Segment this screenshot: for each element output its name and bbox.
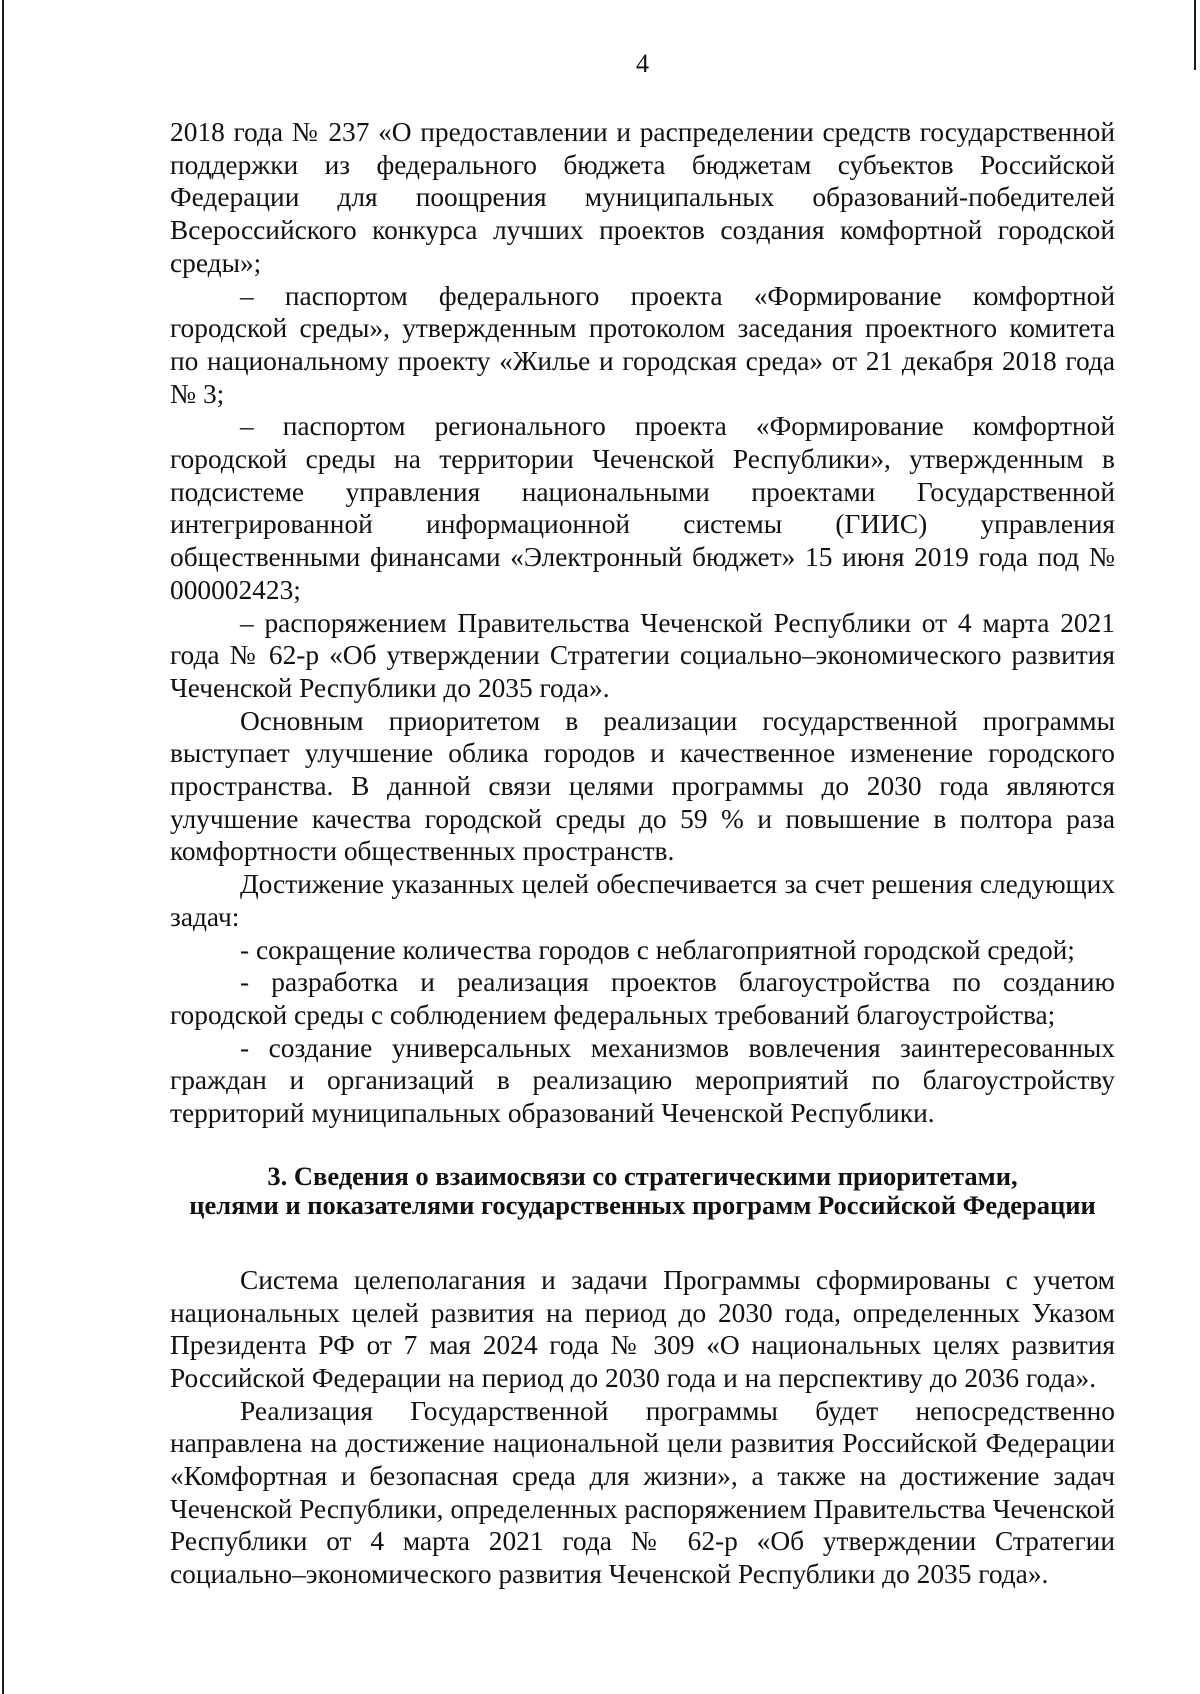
paragraph-goals-achievement: Достижение указанных целей обеспечивается за счет решения следующих задач: [170, 869, 1115, 932]
paragraph-goal-setting-system: Система целеполагания и задачи Программы сформированы с учетом национальных целей развития на период до 2030 года, определенных Указом Президента РФ от 7 мая 2024 года № 309 «О национальных целях развития Российской Федерации на период до 2030 года и на перспективу до 2036 года». [170, 1264, 1115, 1393]
list-item-task-1: - сокращение количества городов с неблагоприятной городской средой; [240, 934, 1075, 965]
page-number: 4 [636, 49, 649, 78]
body-text-part1 [170, 116, 1115, 1130]
list-item-task-2: - разработка и реализация проектов благоустройства по созданию городской среды с соблюдением федеральных требований благоустройства; [170, 967, 1115, 1030]
scan-edge-left [2, 0, 4, 1694]
list-item-federal-project-passport: – паспортом федерального проекта «Формирование комфортной городской среды», утвержденным протоколом заседания проектного комитета по национальному проекту «Жилье и городская среда» от 21 декабря 2018 года № 3; [170, 280, 1115, 409]
section-3-heading [170, 1162, 1115, 1220]
scan-edge-right [1194, 0, 1196, 70]
section-3-heading-line-1: 3. Сведения о взаимосвязи со стратегическими приоритетами, [267, 1160, 1018, 1191]
paragraph-program-implementation: Реализация Государственной программы будет непосредственно направлена на достижение национальной цели развития Российской Федерации «Комфортная и безопасная среда для жизни», а также на достижение задач Чеченской Республики, определенных распоряжением Правительства Чеченской Республики от 4 марта 2021 года № 62-р «Об утверждении Стратегии социально–экономического развития Чеченской Республики до 2035 года». [170, 1395, 1115, 1590]
list-item-task-3: - создание универсальных механизмов вовлечения заинтересованных граждан и организаций в реализацию мероприятий по благоустройству территорий муниципальных образований Чеченской Республики. [170, 1032, 1115, 1129]
list-item-regional-project-passport: – паспортом регионального проекта «Формирование комфортной городской среды на территории Чеченской Республики», утвержденным в подсистеме управления национальными проектами Государственной интегрированной информационной системы (ГИИС) управления общественными финансами «Электронный бюджет» 15 июня 2019 года под № 000002423; [170, 411, 1115, 605]
section-3-heading-line-2: целями и показателями государственных программ Российской Федерации [189, 1189, 1096, 1220]
list-item-government-order: – распоряжением Правительства Чеченской Республики от 4 марта 2021 года № 62-р «Об утверждении Стратегии социально–экономического развития Чеченской Республики до 2035 года». [170, 607, 1115, 703]
paragraph-decree-continuation: 2018 года № 237 «О предоставлении и распределении средств государственной поддержки из федерального бюджета бюджетам субъектов Российской Федерации для поощрения муниципальных образований-победителей Всероссийского конкурса лучших проектов создания комфортной городской среды»; [170, 117, 1115, 278]
section-3-body [170, 1264, 1115, 1591]
paragraph-main-priority: Основным приоритетом в реализации государственной программы выступает улучшение облика городов и качественное изменение городского пространства. В данной связи целями программы до 2030 года являются улучшение качества городской среды до 59 % и повышение в полтора раза комфортности общественных пространств. [170, 705, 1115, 867]
document-page [170, 48, 1115, 1591]
